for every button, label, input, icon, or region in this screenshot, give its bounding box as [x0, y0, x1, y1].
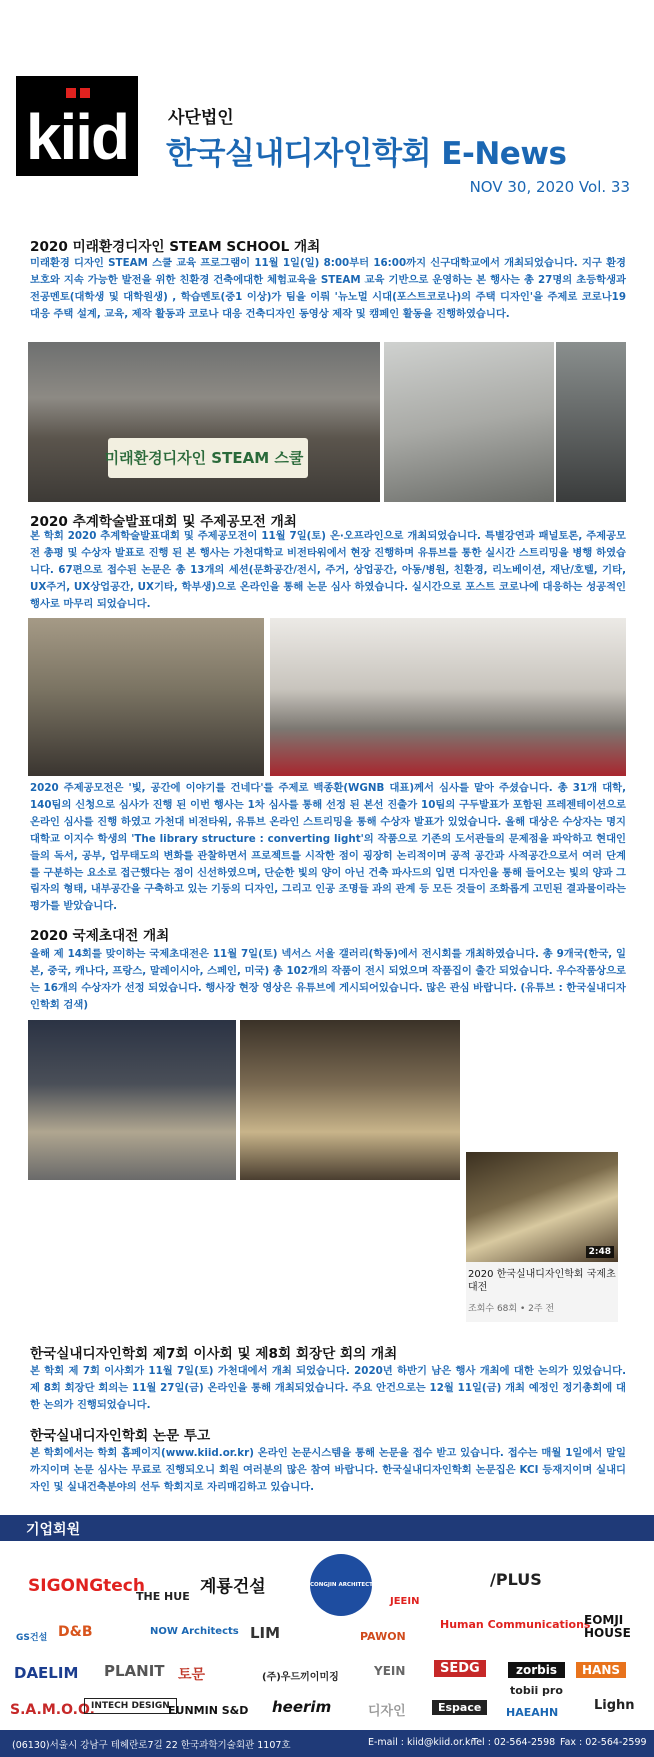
member-logo: 디자인 — [368, 1704, 406, 1719]
member-logo: YEIN — [374, 1664, 406, 1678]
member-logo: S.A.M.O.O. — [10, 1702, 95, 1718]
board-section-title: 한국실내디자인학회 제7회 이사회 및 제8회 회장단 회의 개최 — [30, 1346, 398, 1362]
member-logo: GS건설 — [16, 1633, 48, 1643]
member-logo: INTECH DESIGN — [84, 1698, 177, 1714]
member-logo: CONGJIN ARCHITECTS — [310, 1554, 372, 1616]
contest-section-body: 2020 주제공모전은 '빛, 공간에 이야기를 건네다'를 주제로 백종환(WGNB 대표)께서 심사를 맡아 주셨습니다. 총 31개 대학, 140팀의 신청으로 심사가 진행 된 이번 행사는 1차 심사를 통해 선정 된 본선 진출가 10팀의 구두발표가 포함된 프레젠테이션으로 온라인 심사를 진행 하였고 가천대 비전타워, 유튜브 온라인 스트리밍을 통해 수상자 발표가 있었습니다. 올해 대상은 수상자는 명지대학교 이지수 학생의 'The library structure : converting light'의 작품으로 기존의 도서관들의 문제점을 파악하고 현대인들의 독서, 공부, 업무태도의 변화를 관찰하면서 프로젝트를 시작한 점이 굉장히 논리적이며 공적 공간과 사적공간으로서 여러 단계를 구분하는 요소로 접근했다는 점이 신선하였으며, 단순한 빛의 양이 아닌 건축 파사드의 입면 디자인을 통해 들어오는 빛의 양과 그림자의 형태, 내부공간을 구축하고 있는 기둥의 디자인, 그리고 인공 조명들 과의 관계 등 모든 것들이 조화롭게 고민된 결과물이라는 평가를 받았습니다. — [30, 782, 626, 913]
member-logo: /PLUS — [490, 1570, 542, 1589]
autumn-section-body: 본 학회 2020 추계학술발표대회 및 주제공모전이 11월 7일(토) 온·오프라인으로 개최되었습니다. 특별강연과 패널토론, 주제공모전 총평 및 수상자 발표로 진행 된 본 행사는 가천대학교 비전타워에서 현장 진행하며 유튜브를 통한 실시간 스트리밍을 병행 하였습니다. 67편으로 접수된 논문은 총 13개의 세션(문화공간/전시, 주거, 상업공간, 아동/병원, 친환경, 리노베이션, 재난/호텔, 기타, UX주거, UX상업공간, UX기타, 학부생)으로 온라인을 통해 논문 심사 하였습니다. 실시간으로 포스트 코로나에 대응하는 성공적인 행사로 마무리 되었습니다. — [30, 530, 626, 610]
member-logo: THE HUE — [136, 1590, 190, 1603]
video-thumbnail[interactable] — [466, 1152, 618, 1262]
footer-email[interactable]: E-mail : kiid@kiid.or.kr — [368, 1737, 475, 1748]
newsletter-header — [0, 0, 654, 240]
kiid-logo: kiid — [16, 76, 138, 176]
member-logo: PLANIT — [104, 1662, 165, 1680]
autumn-group-photo — [28, 618, 264, 776]
member-logo: (주)우드끼이미징 — [262, 1672, 339, 1683]
newsletter-title: 한국실내디자인학회 E-News — [166, 136, 567, 172]
member-logo: zorbis — [508, 1662, 565, 1678]
member-logo: SEDG — [434, 1660, 486, 1677]
autumn-panel-photo — [270, 618, 626, 776]
member-logo: D&B — [58, 1624, 93, 1640]
member-logo: Espace — [432, 1700, 487, 1715]
invitational-section-title: 2020 국제초대전 개최 — [30, 928, 170, 944]
invitational-section-body: 올해 제 14회를 맞이하는 국제초대전은 11월 7일(토) 넥서스 서울 갤러리(학동)에서 전시회를 개최하였습니다. 총 9개국(한국, 일본, 중국, 캐나다, 프랑스, 말레이시아, 스페인, 미국) 총 102개의 작품이 전시 되었으며 작품집이 출간 되었습니다. 우수작품상으로는 16개의 수상자가 선정 되었습니다. 행사장 현장 영상은 유튜브에 게시되어있습니다. 많은 관심 바랍니다. (유튜브 : 한국실내디자인학회 검색) — [30, 948, 626, 1011]
member-logo: NOW Architects — [150, 1626, 239, 1637]
video-title[interactable]: 2020 한국실내디자인학회 국제초대전 — [468, 1269, 616, 1293]
issue-date-volume: NOV 30, 2020 Vol. 33 — [469, 178, 630, 196]
submission-section-body: 본 학회에서는 학회 홈페이지(www.kiid.or.kr) 온라인 논문시스템을 통해 논문을 접수 받고 있습니다. 접수는 매월 1일에서 말일까지이며 논문 심사는 무료로 진행되오니 회원 여러분의 많은 참여 바랍니다. 한국실내디자인학회 논문집은 KCI 등재지이며 실내디자인 및 실내건축분야의 선두 학회지로 자리매김하고 있습니다. — [30, 1447, 626, 1493]
member-logo: heerim — [272, 1698, 332, 1716]
youtube-video-card[interactable] — [466, 1152, 618, 1322]
member-logo: 계룡건설 — [200, 1577, 266, 1597]
exhibition-interior-photo — [240, 1020, 460, 1180]
newsletter-footer — [0, 1730, 654, 1757]
footer-fax: Fax : 02-564-2599 — [560, 1737, 647, 1748]
footer-tel: Tel : 02-564-2598 — [472, 1737, 556, 1748]
steam-event-photo-3 — [556, 342, 626, 502]
autumn-section-title: 2020 추계학술발표대회 및 주제공모전 개최 — [30, 514, 297, 530]
org-type: 사단법인 — [168, 108, 234, 128]
member-logo: 토문 — [178, 1667, 206, 1683]
member-logos — [0, 1548, 654, 1726]
member-logo: HANS — [576, 1662, 626, 1678]
member-logo: EUNMIN S&D — [168, 1704, 249, 1717]
exhibition-exterior-photo — [28, 1020, 236, 1180]
steam-section-title: 2020 미래환경디자인 STEAM SCHOOL 개최 — [30, 239, 321, 255]
board-section-body: 본 학회 제 7회 이사회가 11월 7일(토) 가천대에서 개최 되었습니다. 2020년 하반기 남은 행사 개최에 대한 논의가 있었습니다. 제 8회 회장단 회의는 11월 27일(금) 온라인을 통해 개최되었습니다. 주요 안건으로는 12월 11일(금) 개최 예정인 정기총회에 대한 논의가 진행되었습니다. — [30, 1365, 626, 1411]
member-logo: LIM — [250, 1624, 281, 1642]
member-logo: PAWON — [360, 1630, 406, 1643]
steam-section-body: 미래환경 디자인 STEAM 스쿨 교육 프로그램이 11월 1일(일) 8:00부터 16:00까지 신구대학교에서 개최되었습니다. 지구 환경 보호와 지속 가능한 발전을 위한 친환경 건축에대한 체험교육을 STEAM 교육 기반으로 운영하는 본 행사는 총 27명의 초등학생과 전공멘토(대학생 및 대학원생) , 학습멘토(중1 이상)가 팀을 이뤄 '뉴노멀 시대(포스트코로나)의 주택 디자인'을 주제로 코로나19 대응 주택 설계, 교육, 제작 활동과 코로나 대응 건축디자인 동영상 제작 및 캠페인 활동을 진행하였습니다. — [30, 257, 626, 320]
member-logo: JEEIN — [390, 1596, 420, 1607]
video-duration: 2:48 — [586, 1246, 614, 1258]
footer-address: (06130)서울시 강남구 테헤란로7길 22 한국과학기술회관 1107호 — [12, 1740, 291, 1751]
member-logo: Human Communications — [440, 1618, 591, 1631]
submission-section-title: 한국실내디자인학회 논문 투고 — [30, 1428, 211, 1444]
steam-group-photo: 미래환경디자인 STEAM 스쿨 — [28, 342, 380, 502]
member-logo: DAELIM — [14, 1664, 79, 1682]
member-logo: HAEAHN — [506, 1706, 559, 1719]
member-logo: SIGONGtech — [28, 1576, 145, 1596]
video-meta: 조회수 68회 • 2주 전 — [468, 1304, 555, 1314]
member-logo: Lighn — [594, 1698, 635, 1713]
steam-event-photo-2 — [384, 342, 554, 502]
member-logo: EOMJI HOUSE — [584, 1613, 631, 1640]
member-logo: tobii pro — [510, 1684, 563, 1697]
corporate-members-heading: 기업회원 — [0, 1515, 654, 1541]
